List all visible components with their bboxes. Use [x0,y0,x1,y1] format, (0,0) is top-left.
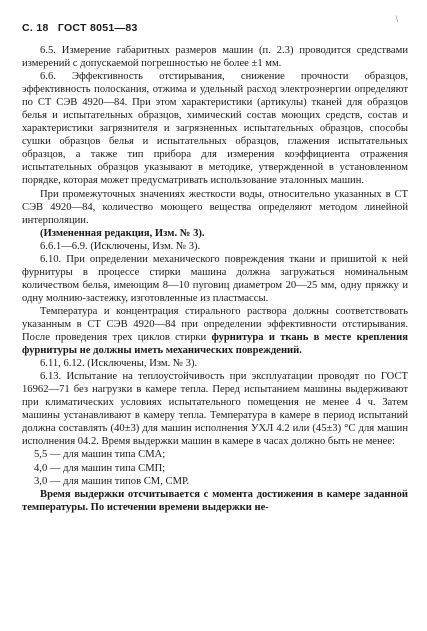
list-item: 5,5 — для машин типа СМА; [34,449,166,461]
para-6-10: 6.10. При определении механического повреждения ткани и пришитой к ней фурнитуры в процессе стирки машина должна загружаться номинальным количеством белья, имеющим 8—10 пуговиц диаметром 20—25 мм, одну пряжку и одну молнию-застежку, изготовленные из пластмассы. [22,253,408,304]
page-number: С. 18 [22,22,49,34]
para-6-6: 6.6. Эффективность отстирывания, снижение прочности образцов, эффективность полоскания, отжима и удельный расход электроэнергии определяют по СТ СЭВ 4920—84. При этом характеристики (артикулы) тканей для образцов белья и испытательных образцов, химический состав моющих средств, состав и характеристики загрязнителя и загрязненных испытательных образцов, способы сушки образцов белья и испытательных образцов, глажения испытательных образцов, а также тип прибора для измерения коэффициента отражения испытательных образцов указывают в методике, утвержденной в установленном порядке, которая может предусматривать использование эталонных машин. [22,71,408,187]
corner-mark: \ [395,14,398,24]
para-6-10-temperature [22,305,408,357]
body-text [22,44,408,514]
hold-time-list [34,448,408,487]
para-6-13: 6.13. Испытание на теплоустойчивость при эксплуатации проводят по ГОСТ 16962—71 без нагрузки в камере тепла. Перед испытанием машины выдерживают при климатических условиях испытательного помещения не менее 4 ч. Затем машины устанавливают в камеру тепла. Температура в камере в период испытаний должна составлять (40±3) для машин исполнения УХЛ 4.2 или (45±3) °С для машин исполнения 04.2. Время выдержки машин в камере в часах должно быть не менее: [22,371,408,448]
para-6-6-1-excluded: 6.6.1—6.9. (Исключены, Изм. № 3). [40,240,201,252]
para-hold-time: Время выдержки отсчитывается с момента достижения в камере заданной температуры. По истечении времени выдержки не- [22,488,408,513]
document-page [22,14,408,514]
list-item: 4,0 — для машин типа СМП; [34,462,166,474]
para-6-5: 6.5. Измерение габаритных размеров машин (п. 2.3) проводится средствами измерений с допускаемой погрешностью не более ±1 мм. [22,45,408,70]
para-6-11-excluded: 6.11, 6.12. (Исключены, Изм. № 3). [40,358,198,370]
edit-note: (Измененная редакция, Изм. № 3). [40,227,205,239]
list-item: 3,0 — для машин типов СМ, СМР. [34,475,190,487]
para-6-6-water: При промежуточных значениях жесткости воды, относительно указанных в СТ СЭВ 4920—84, количество моющего вещества определяют методом линейной интерполяции. [22,188,408,226]
standard-code: ГОСТ 8051—83 [57,22,138,34]
para-6-10-temperature-bold: фурнитура и ткань в месте крепления фурнитуры не должны иметь механических повреждений. [22,332,408,357]
page-header [22,22,408,36]
para-6-10-temperature-text: Температура и концентрация стирального раствора должны соответствовать указанным в СТ СЭВ 4920—84 при определении эффективности отстирывания. После проведения трех циклов стирки [22,305,408,344]
